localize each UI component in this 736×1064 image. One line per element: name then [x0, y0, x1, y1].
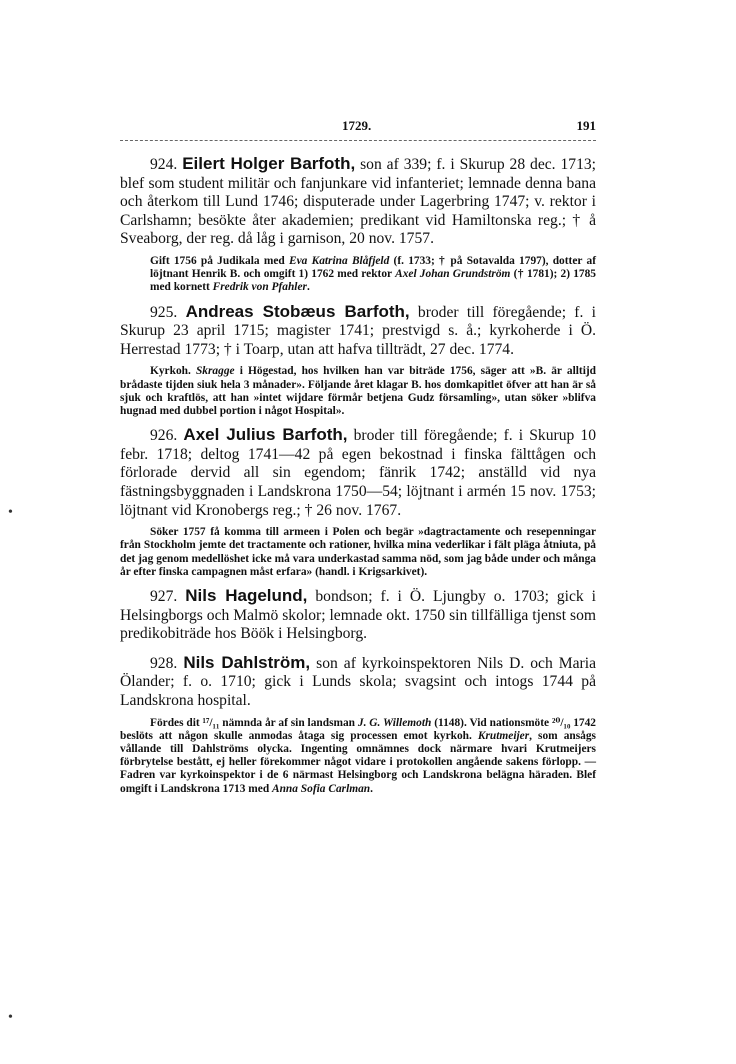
note-text: (1148). Vid nationsmöte ²⁰/₁₀ 1742 beslöts att någon skulle anmodas åtaga sig processen emot kyrkoh. — [120, 716, 597, 742]
entry-number: 927. — [150, 587, 178, 605]
entry-928 — [120, 654, 596, 711]
entry-text: son af 339; f. i Skurup 28 dec. 1713; blef som student militär och fanjunkare vid infanteriet; lemnade denna bana och återkom till Lund 1746; disputerade under Lagerbring 1747; v. rektor i Carlshamn; besökte åter akademien; predikant vid Hamiltonska reg.; † å Sveaborg, der reg. då låg i garnison, 20 nov. 1757. — [120, 156, 596, 248]
entry-text: broder till föregående; f. i Skurup 10 febr. 1718; deltog 1741—42 på egen bekostnad i finska fälttågen och förlorade dervid all sin egendom; fänrik 1742; anställd vid nya fästningsbyggnaden i Landskrona 1750—54; löjtnant i armén 15 nov. 1753; löjtnant vid Kronobergs reg.; † 26 nov. 1767. — [120, 427, 596, 519]
entry-note — [120, 365, 596, 418]
note-text: Fördes dit ¹⁷/₁₁ nämnda år af sin landsman — [150, 716, 358, 729]
note-text: . — [306, 281, 310, 294]
entry-name: Nils Dahlström, — [183, 652, 311, 672]
note-text: , som ansågs vållande till Dahlströms olycka. Ingenting omnämnes dock närmare hvari Krutmeijers förbrytelse bestått, ej heller förekommer något vidare i protokollen angående sakens förlopp. — Fadren var kyrkoinspektor i de 6 närmast Helsingborg och Landskrona belägna häraden. Blef omgift i Landskrona 1713 med — [120, 729, 596, 795]
note-text: Gift 1756 på Judikala med — [150, 254, 289, 267]
entry-text: broder till föregående; f. i Skurup 23 april 1715; magister 1741; prestvigd s. å.; kyrkoherde i Ö. Herrestad 1773; † i Toarp, utan att hafva tillträdt, 27 dec. 1774. — [120, 303, 596, 358]
entry-name: Axel Julius Barfoth, — [183, 425, 348, 445]
note-name: Krutmeijer — [477, 729, 530, 742]
note-text: Söker 1757 få komma till armeen i Polen och begär »dagtractamente och resepenningar från Stockholm jemte det tractamente och rationer, hvilka mina vederlikar i fält pläga åtniuta, på det jag genom medellöshet icke må vara underkastad samma nöd, som jag både under och många år efter finska campagnen måst erfara» (handl. i Krigsarkivet). — [120, 526, 596, 578]
entry-number: 926. — [150, 427, 178, 445]
note-name: Axel Johan Grundström — [395, 268, 511, 281]
page-number: 191 — [576, 118, 596, 133]
entry-926 — [120, 426, 596, 520]
entry-number: 928. — [150, 654, 178, 672]
margin-dot: • — [8, 1010, 13, 1025]
entry-925 — [120, 303, 596, 360]
entry-note — [120, 526, 596, 579]
entry-text: bondson; f. i Ö. Ljungby o. 1703; gick i Helsingborgs och Malmö skolor; lemnade okt. 1750 sin tillfälliga tjenst som predikobiträde hos Böök i Helsingborg. — [120, 587, 597, 643]
note-name: Skragge — [195, 365, 235, 378]
page — [120, 118, 596, 804]
note-text: Kyrkoh. — [150, 365, 196, 378]
note-name: Eva Katrina Blåfjeld — [289, 254, 390, 267]
entry-number: 925. — [150, 303, 178, 321]
entry-name: Andreas Stobæus Barfoth, — [185, 301, 410, 321]
running-head — [120, 118, 596, 141]
header-year: 1729. — [342, 118, 372, 133]
entry-927 — [120, 587, 596, 644]
entry-name: Eilert Holger Barfoth, — [182, 154, 356, 173]
note-text: († 1781); 2) 1785 med kornett — [150, 268, 596, 294]
entry-text: son af kyrkoinspektoren Nils D. och Maria Ölander; f. o. 1710; gick i Lunds skola; svagsint och intogs 1744 på Landskrona hospital. — [120, 654, 596, 709]
note-text: (f. 1733; † på Sotavalda 1797), dotter af löjtnant Henrik B. och omgift 1) 1762 med rektor — [150, 254, 596, 281]
entry-number: 924. — [150, 156, 178, 173]
note-name: Fredrik von Pfahler — [212, 281, 307, 294]
note-name: Anna Sofia Carlman — [272, 782, 371, 795]
note-name: J. G. Willemoth — [357, 716, 432, 729]
note-text: i Högestad, hos hvilken han var biträde 1756, säger att »B. är alltijd brådaste tijden siuk hela 3 månader». Följande året klagar B. hos domkapitlet öfver att han är så sjuk och kraftlös, att han »intet wijdare förmår betjena Gudz församling», utan söker »blifva hugnad med dubbel portion i något Hospital». — [120, 365, 596, 417]
note-text: . — [370, 782, 373, 795]
margin-dot: • — [8, 505, 13, 520]
entry-924 — [120, 155, 596, 249]
entry-note — [120, 717, 596, 796]
entry-note — [120, 255, 596, 295]
entry-name: Nils Hagelund, — [185, 585, 308, 605]
